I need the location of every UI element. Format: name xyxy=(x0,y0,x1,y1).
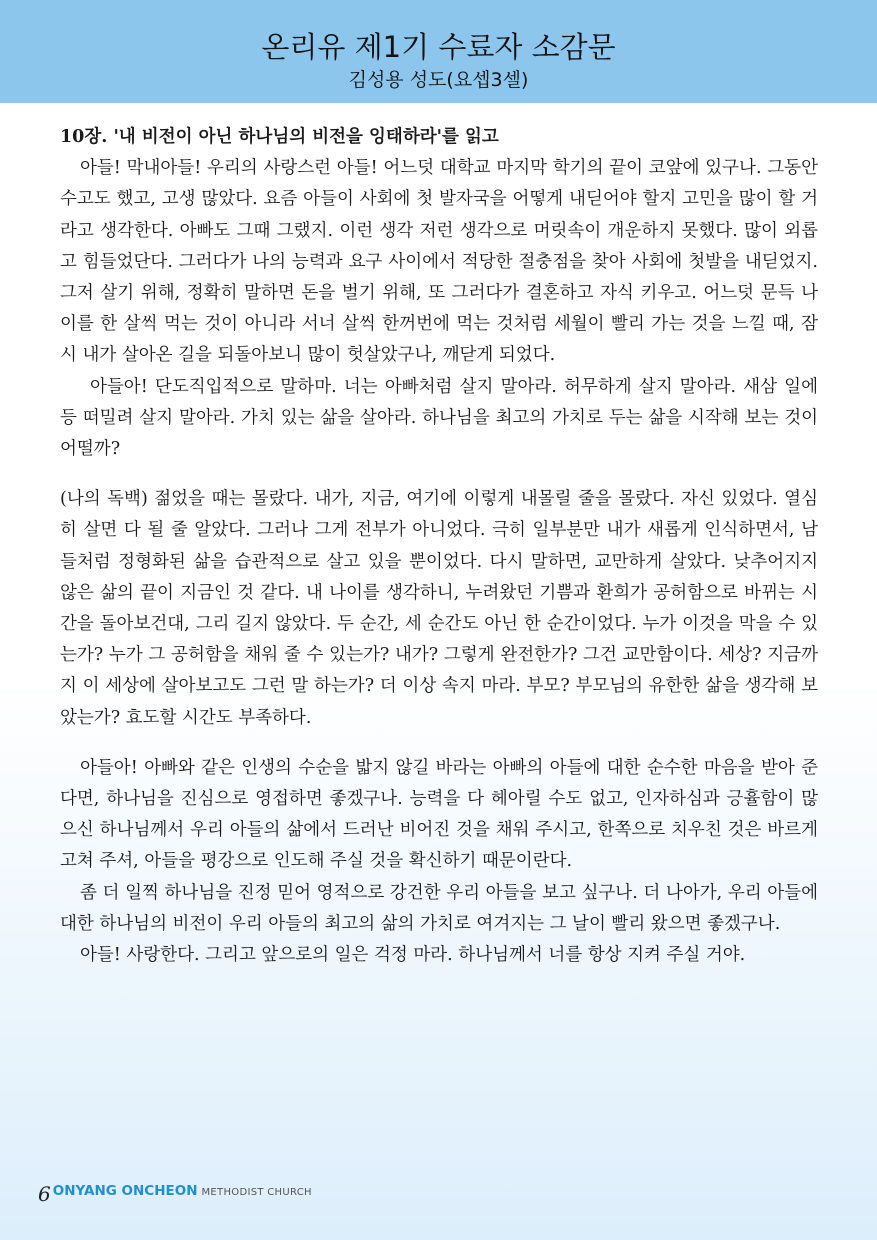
paragraph-1: 아들! 막내아들! 우리의 사랑스런 아들! 어느덧 대학교 마지막 학기의 끝이 코앞에 있구나. 그동안 수고도 했고, 고생 많았다. 요즘 아들이 사회에 첫 발자국을 어떻게 내딛어야 할지 고민을 많이 할 거라고 생각한다. 아빠도 그때 그랬지. 이런 생각 저런 생각으로 머릿속이 개운하지 못했다. 많이 외롭고 힘들었단다. 그러다가 나의 능력과 요구 사이에서 적당한 절충점을 찾아 사회에 첫발을 내딛었지. 그저 살기 위해, 정확히 말하면 돈을 벌기 위해, 또 그러다가 결혼하고 자식 키우고. 어느덧 문득 나이를 한 살씩 먹는 것이 아니라 서너 살씩 한꺼번에 먹는 것처럼 세월이 빨리 가는 것을 느낄 때, 잠시 내가 살아온 길을 되돌아보니 많이 헛살았구나, 깨닫게 되었다. xyxy=(60,158,818,366)
paragraph-6: 아들! 사랑한다. 그리고 앞으로의 일은 걱정 마라. 하나님께서 너를 항상 지켜 주실 거야. xyxy=(80,945,746,966)
paragraph-3: (나의 독백) 젊었을 때는 몰랐다. 내가, 지금, 여기에 이렇게 내몰릴 줄을 몰랐다. 자신 있었다. 열심히 살면 다 될 줄 알았다. 그러나 그게 전부가 아니었다. 극히 일부분만 내가 새롭게 인식하면서, 남들처럼 정형화된 삶을 습관적으로 살고 있을 뿐이었다. 다시 말하면, 교만하게 살았다. 낮추어지지 않은 삶의 끝이 지금인 것 같다. 내 나이를 생각하니, 누려왔던 기쁨과 환희가 공허함으로 바뀌는 시간을 돌아보건대, 그리 길지 않았다. 두 순간, 세 순간도 아닌 한 순간이었다. 누가 이것을 막을 수 있는가? 누가 그 공허함을 채워 줄 수 있는가? 내가? 그렇게 완전한가? 그건 교만함이다. 세상? 지금까지 이 세상에 살아보고도 그런 말 하는가? 더 이상 속지 마라. 부모? 부모님의 유한한 삶을 생각해 보았는가? 효도할 시간도 부족하다. xyxy=(60,489,818,728)
paragraph-2: 아들아! 단도직입적으로 말하마. 너는 아빠처럼 살지 말아라. 허무하게 살지 말아라. 새삼 일에 등 떠밀려 살지 말아라. 가치 있는 삶을 살아라. 하나님을 최고의 가치로 두는 삶을 시작해 보는 것이 어떨까? xyxy=(60,376,818,460)
page-title: 온리유 제1기 수료자 소감문 xyxy=(261,30,616,64)
page-number: 6 xyxy=(38,1182,51,1206)
article-heading: 10장. '내 비전이 아닌 하나님의 비전을 잉태하라'를 읽고 xyxy=(60,127,499,147)
church-brand-sub: METHODIST CHURCH xyxy=(201,1187,312,1198)
footer xyxy=(38,1180,312,1206)
article-body xyxy=(60,122,818,971)
paragraph-4: 아들아! 아빠와 같은 인생의 수순을 밟지 않길 바라는 아빠의 아들에 대한 순수한 마음을 받아 준다면, 하나님을 진심으로 영접하면 좋겠구나. 능력을 다 헤아릴 수도 없고, 인자하심과 긍휼함이 많으신 하나님께서 우리 아들의 삶에서 드러난 비어진 것을 채워 주시고, 한쪽으로 치우친 것은 바르게 고쳐 주셔, 아들을 평강으로 인도해 주실 것을 확신하기 때문이란다. xyxy=(60,757,818,872)
page-subtitle: 김성용 성도(요셉3셀) xyxy=(348,69,529,91)
paragraph-5: 좀 더 일찍 하나님을 진정 믿어 영적으로 강건한 우리 아들을 보고 싶구나. 더 나아가, 우리 아들에 대한 하나님의 비전이 우리 아들의 최고의 삶의 가치로 여겨지는 그 날이 빨리 왔으면 좋겠구나. xyxy=(60,882,818,934)
church-brand: ONYANG ONCHEON xyxy=(52,1183,198,1199)
